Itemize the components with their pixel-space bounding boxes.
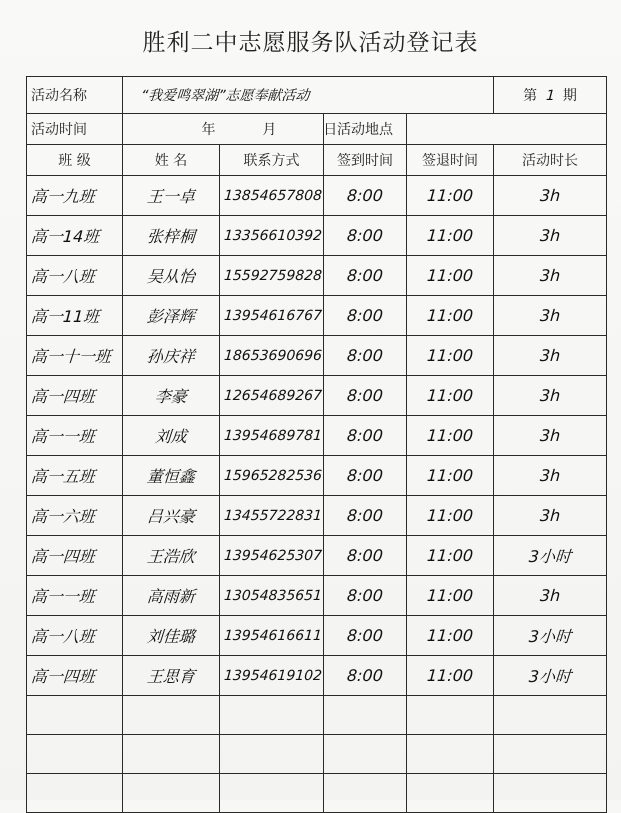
name-value: 李豪 bbox=[154, 387, 188, 406]
phone-value: 15965282536 bbox=[223, 467, 323, 484]
duration-cell bbox=[494, 336, 607, 376]
sign-in-value: 8:00 bbox=[346, 466, 384, 485]
sign-in-value: 8:00 bbox=[346, 586, 384, 605]
name-cell bbox=[123, 536, 220, 576]
column-sign-in-header: 签到时间 bbox=[324, 145, 407, 176]
sign-in-cell bbox=[324, 256, 407, 296]
sign-out-cell bbox=[407, 536, 494, 576]
blank-cell bbox=[407, 696, 494, 735]
name-cell bbox=[123, 656, 220, 696]
blank-cell bbox=[494, 696, 607, 735]
phone-value: 13954616767 bbox=[223, 307, 323, 324]
name-cell bbox=[123, 616, 220, 656]
sign-in-value: 8:00 bbox=[346, 386, 384, 405]
phone-cell bbox=[220, 296, 324, 336]
sign-out-cell bbox=[407, 376, 494, 416]
name-value: 孙庆祥 bbox=[146, 347, 196, 366]
class-cell bbox=[27, 336, 123, 376]
name-value: 刘佳璐 bbox=[146, 627, 196, 646]
sign-out-cell bbox=[407, 416, 494, 456]
day-label: 日 bbox=[323, 122, 338, 138]
phone-cell bbox=[220, 376, 324, 416]
duration-value: 3小时 bbox=[528, 547, 572, 566]
name-value: 董恒鑫 bbox=[146, 467, 196, 486]
sign-in-cell bbox=[324, 176, 407, 216]
sign-in-cell bbox=[324, 536, 407, 576]
column-sign-out-header: 签退时间 bbox=[407, 145, 494, 176]
table-row bbox=[27, 296, 607, 336]
table-row bbox=[27, 456, 607, 496]
sign-in-value: 8:00 bbox=[346, 666, 384, 685]
class-cell bbox=[27, 256, 123, 296]
blank-cell bbox=[27, 774, 123, 813]
duration-value: 3h bbox=[539, 426, 561, 445]
blank-row bbox=[27, 735, 607, 774]
sign-out-cell bbox=[407, 256, 494, 296]
name-value: 张梓桐 bbox=[146, 227, 196, 246]
sign-in-value: 8:00 bbox=[346, 626, 384, 645]
class-value: 高一九班 bbox=[30, 187, 96, 206]
table-row bbox=[27, 656, 607, 696]
activity-place-value bbox=[407, 114, 607, 145]
duration-cell bbox=[494, 176, 607, 216]
issue-suffix: 期 bbox=[562, 88, 577, 104]
sign-out-value: 11:00 bbox=[426, 626, 474, 645]
sign-out-value: 11:00 bbox=[426, 506, 474, 525]
blank-cell bbox=[123, 774, 220, 813]
sign-in-value: 8:00 bbox=[346, 546, 384, 565]
blank-cell bbox=[27, 735, 123, 774]
class-cell bbox=[27, 536, 123, 576]
phone-value: 13954619102 bbox=[223, 667, 323, 684]
blank-cell bbox=[407, 735, 494, 774]
phone-value: 13854657808 bbox=[223, 187, 323, 204]
duration-cell bbox=[494, 656, 607, 696]
duration-cell bbox=[494, 536, 607, 576]
phone-cell bbox=[220, 216, 324, 256]
activity-name-value-cell bbox=[123, 77, 494, 114]
phone-cell bbox=[220, 576, 324, 616]
issue-number: 1 bbox=[544, 88, 556, 104]
table-row bbox=[27, 616, 607, 656]
table-row bbox=[27, 376, 607, 416]
phone-value: 13455722831 bbox=[223, 507, 323, 524]
duration-cell bbox=[494, 376, 607, 416]
blank-cell bbox=[220, 696, 324, 735]
name-value: 吴从怡 bbox=[146, 267, 196, 286]
column-contact-header: 联系方式 bbox=[220, 145, 324, 176]
blank-cell bbox=[324, 774, 407, 813]
blank-cell bbox=[220, 774, 324, 813]
class-cell bbox=[27, 216, 123, 256]
phone-cell bbox=[220, 256, 324, 296]
phone-cell bbox=[220, 176, 324, 216]
class-value: 高一四班 bbox=[30, 667, 96, 686]
name-value: 吕兴豪 bbox=[146, 507, 196, 526]
blank-cell bbox=[324, 735, 407, 774]
sign-out-cell bbox=[407, 176, 494, 216]
class-cell bbox=[27, 176, 123, 216]
class-value: 高一14班 bbox=[30, 227, 100, 246]
duration-value: 3h bbox=[539, 306, 561, 325]
phone-cell bbox=[220, 536, 324, 576]
class-cell bbox=[27, 456, 123, 496]
table-row bbox=[27, 576, 607, 616]
sign-out-value: 11:00 bbox=[426, 666, 474, 685]
name-cell bbox=[123, 376, 220, 416]
sign-out-value: 11:00 bbox=[426, 546, 474, 565]
duration-value: 3h bbox=[539, 506, 561, 525]
duration-cell bbox=[494, 216, 607, 256]
table-row bbox=[27, 336, 607, 376]
sign-out-cell bbox=[407, 336, 494, 376]
activity-name-label: 活动名称 bbox=[27, 77, 123, 114]
sign-in-cell bbox=[324, 336, 407, 376]
sign-in-cell bbox=[324, 296, 407, 336]
sign-out-cell bbox=[407, 496, 494, 536]
duration-value: 3h bbox=[539, 586, 561, 605]
sign-out-value: 11:00 bbox=[426, 346, 474, 365]
blank-cell bbox=[494, 774, 607, 813]
duration-value: 3h bbox=[539, 386, 561, 405]
sign-in-cell bbox=[324, 576, 407, 616]
phone-value: 13954616611 bbox=[223, 627, 323, 644]
name-cell bbox=[123, 216, 220, 256]
sign-in-cell bbox=[324, 616, 407, 656]
registration-table bbox=[26, 76, 607, 813]
phone-cell bbox=[220, 496, 324, 536]
duration-value: 3h bbox=[539, 266, 561, 285]
name-value: 高雨新 bbox=[146, 587, 196, 606]
name-cell bbox=[123, 176, 220, 216]
issue-prefix: 第 bbox=[523, 88, 538, 104]
blank-cell bbox=[220, 735, 324, 774]
blank-cell bbox=[407, 774, 494, 813]
sign-out-cell bbox=[407, 616, 494, 656]
class-cell bbox=[27, 616, 123, 656]
sign-out-cell bbox=[407, 216, 494, 256]
phone-value: 18653690696 bbox=[223, 347, 323, 364]
activity-time-row bbox=[27, 114, 607, 145]
class-cell bbox=[27, 296, 123, 336]
sign-out-value: 11:00 bbox=[426, 186, 474, 205]
duration-cell bbox=[494, 456, 607, 496]
name-value: 刘成 bbox=[154, 427, 188, 446]
sign-out-cell bbox=[407, 296, 494, 336]
column-class-header: 班 级 bbox=[27, 145, 123, 176]
name-cell bbox=[123, 576, 220, 616]
year-label: 年 bbox=[201, 122, 216, 138]
phone-value: 13356610392 bbox=[223, 227, 323, 244]
phone-value: 13954689781 bbox=[223, 427, 323, 444]
phone-cell bbox=[220, 456, 324, 496]
sign-out-value: 11:00 bbox=[426, 266, 474, 285]
duration-value: 3小时 bbox=[528, 627, 572, 646]
table-row bbox=[27, 256, 607, 296]
duration-cell bbox=[494, 256, 607, 296]
sign-out-value: 11:00 bbox=[426, 306, 474, 325]
name-cell bbox=[123, 336, 220, 376]
column-duration-header: 活动时长 bbox=[494, 145, 607, 176]
sign-in-cell bbox=[324, 216, 407, 256]
name-cell bbox=[123, 416, 220, 456]
activity-date-cell bbox=[123, 114, 338, 145]
class-value: 高一11班 bbox=[30, 307, 100, 326]
class-cell bbox=[27, 496, 123, 536]
duration-value: 3h bbox=[539, 186, 561, 205]
class-cell bbox=[27, 656, 123, 696]
blank-cell bbox=[27, 696, 123, 735]
phone-value: 13054835651 bbox=[223, 587, 323, 604]
name-cell bbox=[123, 296, 220, 336]
table-row bbox=[27, 496, 607, 536]
duration-cell bbox=[494, 496, 607, 536]
phone-cell bbox=[220, 336, 324, 376]
phone-cell bbox=[220, 656, 324, 696]
phone-cell bbox=[220, 616, 324, 656]
sign-in-cell bbox=[324, 496, 407, 536]
phone-cell bbox=[220, 416, 324, 456]
sign-in-cell bbox=[324, 656, 407, 696]
sign-in-value: 8:00 bbox=[346, 506, 384, 525]
sign-in-value: 8:00 bbox=[346, 426, 384, 445]
class-value: 高一八班 bbox=[30, 267, 96, 286]
name-cell bbox=[123, 456, 220, 496]
name-value: 王一卓 bbox=[146, 187, 196, 206]
class-value: 高一五班 bbox=[30, 467, 96, 486]
sign-out-value: 11:00 bbox=[426, 386, 474, 405]
class-value: 高一四班 bbox=[30, 547, 96, 566]
table-row bbox=[27, 176, 607, 216]
class-value: 高一六班 bbox=[30, 507, 96, 526]
activity-time-label: 活动时间 bbox=[27, 114, 123, 145]
activity-name-value: “我爱鸣翠湖”志愿奉献活动 bbox=[140, 88, 311, 104]
table-row bbox=[27, 216, 607, 256]
blank-cell bbox=[494, 735, 607, 774]
duration-cell bbox=[494, 576, 607, 616]
form-title: 胜利二中志愿服务队活动登记表 bbox=[142, 30, 479, 56]
duration-cell bbox=[494, 296, 607, 336]
name-value: 王思育 bbox=[146, 667, 196, 686]
class-cell bbox=[27, 376, 123, 416]
table-row bbox=[27, 416, 607, 456]
class-value: 高一十一班 bbox=[30, 347, 112, 366]
column-header-row bbox=[27, 145, 607, 176]
sign-in-value: 8:00 bbox=[346, 226, 384, 245]
blank-row bbox=[27, 774, 607, 813]
duration-value: 3h bbox=[539, 346, 561, 365]
sign-out-cell bbox=[407, 576, 494, 616]
sign-in-value: 8:00 bbox=[346, 266, 384, 285]
duration-value: 3小时 bbox=[528, 667, 572, 686]
duration-value: 3h bbox=[539, 466, 561, 485]
sign-in-cell bbox=[324, 416, 407, 456]
sign-in-value: 8:00 bbox=[346, 186, 384, 205]
sign-in-value: 8:00 bbox=[346, 346, 384, 365]
phone-value: 12654689267 bbox=[223, 387, 323, 404]
phone-value: 13954625307 bbox=[223, 547, 323, 564]
phone-value: 15592759828 bbox=[223, 267, 323, 284]
class-value: 高一一班 bbox=[30, 587, 96, 606]
class-value: 高一四班 bbox=[30, 387, 96, 406]
sign-out-cell bbox=[407, 656, 494, 696]
activity-name-row bbox=[27, 77, 607, 114]
blank-row bbox=[27, 696, 607, 735]
sign-in-cell bbox=[324, 376, 407, 416]
name-value: 彭泽辉 bbox=[146, 307, 196, 326]
name-cell bbox=[123, 496, 220, 536]
sign-out-value: 11:00 bbox=[426, 426, 474, 445]
class-value: 高一八班 bbox=[30, 627, 96, 646]
sign-in-cell bbox=[324, 456, 407, 496]
class-value: 高一一班 bbox=[30, 427, 96, 446]
sign-out-value: 11:00 bbox=[426, 466, 474, 485]
duration-cell bbox=[494, 416, 607, 456]
class-cell bbox=[27, 416, 123, 456]
issue-cell bbox=[494, 77, 607, 114]
name-value: 王浩欣 bbox=[146, 547, 196, 566]
blank-cell bbox=[324, 696, 407, 735]
sign-in-value: 8:00 bbox=[346, 306, 384, 325]
sign-out-cell bbox=[407, 456, 494, 496]
column-name-header: 姓 名 bbox=[123, 145, 220, 176]
blank-cell bbox=[123, 696, 220, 735]
duration-value: 3h bbox=[539, 226, 561, 245]
sign-out-value: 11:00 bbox=[426, 586, 474, 605]
class-cell bbox=[27, 576, 123, 616]
blank-cell bbox=[123, 735, 220, 774]
sign-out-value: 11:00 bbox=[426, 226, 474, 245]
month-label: 月 bbox=[262, 122, 277, 138]
duration-cell bbox=[494, 616, 607, 656]
activity-place-label: 活动地点 bbox=[324, 114, 407, 145]
table-row bbox=[27, 536, 607, 576]
name-cell bbox=[123, 256, 220, 296]
